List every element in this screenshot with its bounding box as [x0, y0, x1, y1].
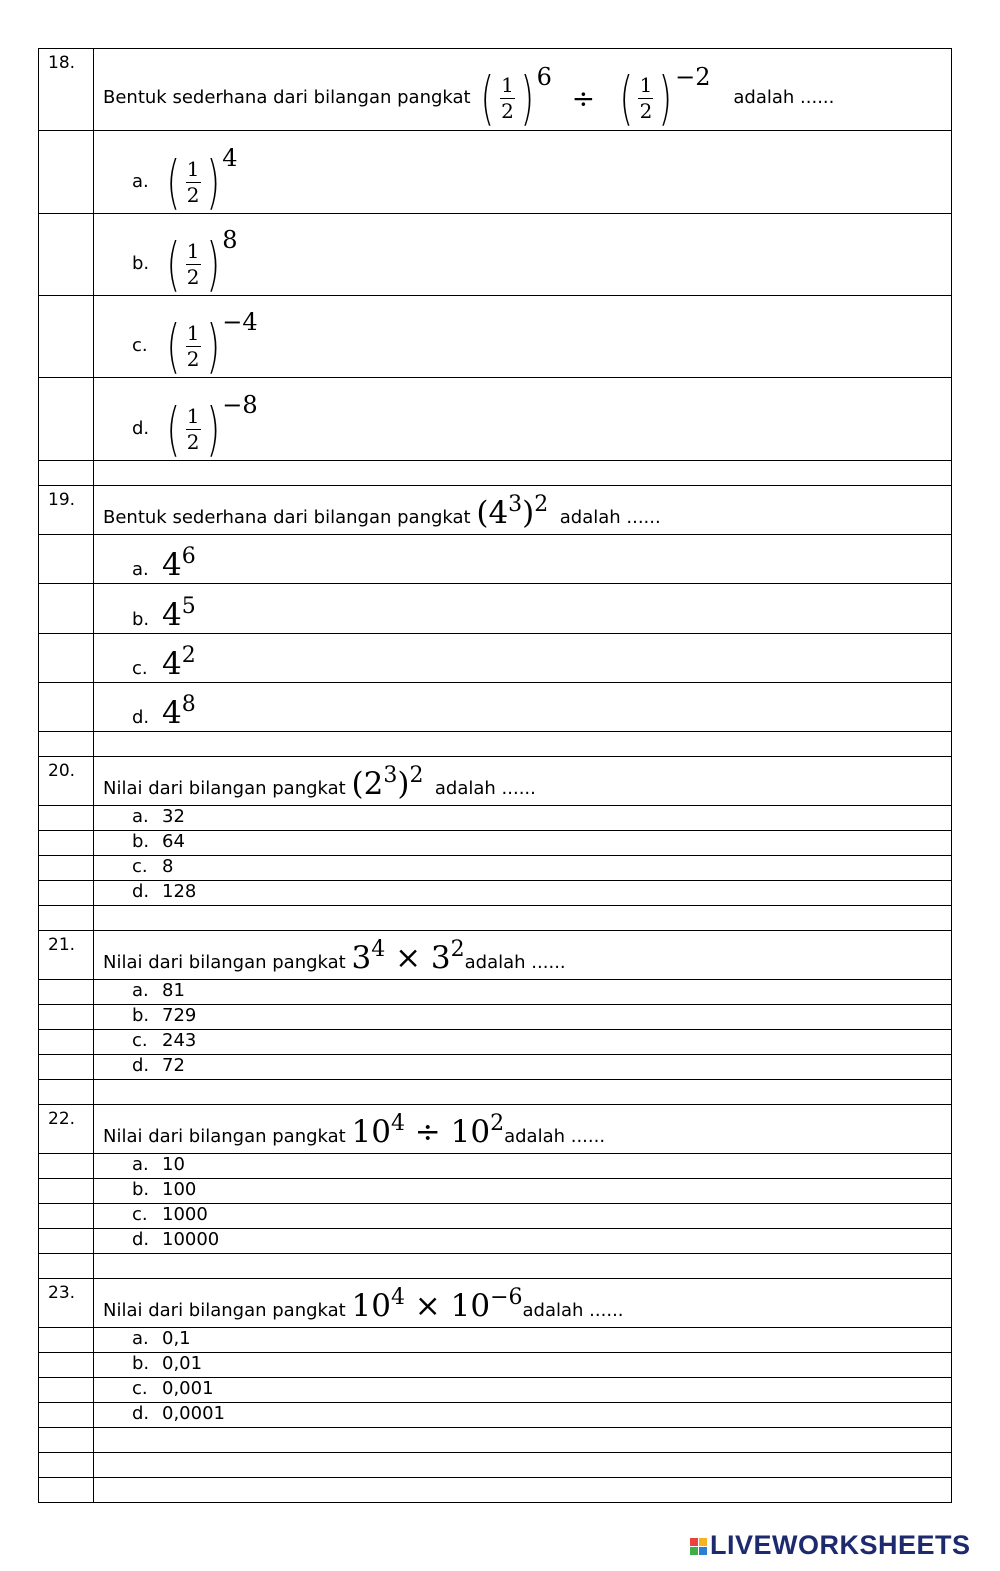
option-row[interactable] — [39, 634, 952, 683]
option-row[interactable] — [39, 1204, 952, 1229]
option-a[interactable]: a. ( $\frac{1}{2}$ ) 4 — [94, 131, 952, 214]
liveworksheets-logo[interactable]: LIVEWORKSHEETS — [690, 1530, 971, 1561]
option-row[interactable] — [39, 881, 952, 906]
option-row[interactable] — [39, 1055, 952, 1080]
option-b[interactable]: b. ( $\frac{1}{2}$ ) 8 — [94, 214, 952, 296]
option-b[interactable]: b. 64 — [94, 831, 952, 856]
option-row[interactable] — [39, 1005, 952, 1030]
option-d[interactable]: d. ( $\frac{1}{2}$ ) −8 — [94, 378, 952, 461]
option-row[interactable] — [39, 1353, 952, 1378]
question-row-22 — [39, 1105, 952, 1154]
spacer-row — [39, 732, 952, 757]
spacer-row — [39, 461, 952, 486]
option-b[interactable]: b. $4^5$ — [94, 584, 952, 634]
option-row[interactable] — [39, 806, 952, 831]
option-row[interactable] — [39, 131, 952, 214]
option-c[interactable]: c. ( $\frac{1}{2}$ ) −4 — [94, 296, 952, 378]
option-row[interactable] — [39, 1179, 952, 1204]
question-number: 21. — [39, 931, 94, 980]
option-d[interactable]: d. 72 — [94, 1055, 952, 1080]
question-text-18: Bentuk sederhana dari bilangan pangkat ( $\frac{1}{2}$ ) 6 ÷ ( $\frac{1}{2}$ ) −2 adalah ...... — [94, 49, 952, 131]
question-number: 20. — [39, 757, 94, 806]
option-a[interactable]: a. 81 — [94, 980, 952, 1005]
spacer-row — [39, 1478, 952, 1503]
question-text-20: Nilai dari bilangan pangkat $(2^3)^2$ adalah ...... — [94, 757, 952, 806]
question-number: 22. — [39, 1105, 94, 1154]
option-b[interactable]: b. 0,01 — [94, 1353, 952, 1378]
fraction-power-expression: ( $\frac{1}{2}$ ) 6 — [480, 63, 552, 132]
option-row[interactable] — [39, 856, 952, 881]
fraction-power-expression: ( $\frac{1}{2}$ ) −2 — [619, 63, 711, 132]
question-number: 18. — [39, 49, 94, 131]
spacer-row — [39, 1453, 952, 1478]
option-row[interactable] — [39, 296, 952, 378]
spacer-row — [39, 1254, 952, 1279]
option-row[interactable] — [39, 683, 952, 732]
option-d[interactable]: d. $4^8$ — [94, 683, 952, 732]
option-d[interactable]: d. 0,0001 — [94, 1403, 952, 1428]
question-row-23 — [39, 1279, 952, 1328]
question-text-21: Nilai dari bilangan pangkat $3^4$ × $3^2adalah$ ...... — [94, 931, 952, 980]
option-row[interactable] — [39, 1403, 952, 1428]
question-row-21 — [39, 931, 952, 980]
question-text-22: Nilai dari bilangan pangkat $10^4$ ÷ $10^2adalah$ ...... — [94, 1105, 952, 1154]
option-row[interactable] — [39, 1378, 952, 1403]
option-row[interactable] — [39, 1154, 952, 1179]
option-c[interactable]: c. 1000 — [94, 1204, 952, 1229]
worksheet-table — [38, 48, 952, 1503]
question-text-23: Nilai dari bilangan pangkat $10^4$ × $10^{-6}adalah$ ...... — [94, 1279, 952, 1328]
question-row-20 — [39, 757, 952, 806]
logo-mark-icon — [690, 1538, 707, 1555]
option-row[interactable] — [39, 831, 952, 856]
option-row[interactable] — [39, 214, 952, 296]
option-row[interactable] — [39, 1328, 952, 1353]
option-d[interactable]: d. 10000 — [94, 1229, 952, 1254]
option-row[interactable] — [39, 980, 952, 1005]
option-a[interactable]: a. 32 — [94, 806, 952, 831]
option-c[interactable]: c. 243 — [94, 1030, 952, 1055]
spacer-row — [39, 1080, 952, 1105]
option-b[interactable]: b. 100 — [94, 1179, 952, 1204]
option-c[interactable]: c. 0,001 — [94, 1378, 952, 1403]
option-c[interactable]: c. 8 — [94, 856, 952, 881]
question-text-19: Bentuk sederhana dari bilangan pangkat $(4^3)^2$ adalah ...... — [94, 486, 952, 535]
option-a[interactable]: a. 0,1 — [94, 1328, 952, 1353]
spacer-row — [39, 1428, 952, 1453]
option-c[interactable]: c. $4^2$ — [94, 634, 952, 683]
question-row-19 — [39, 486, 952, 535]
option-a[interactable]: a. 10 — [94, 1154, 952, 1179]
option-row[interactable] — [39, 1030, 952, 1055]
option-b[interactable]: b. 729 — [94, 1005, 952, 1030]
option-row[interactable] — [39, 1229, 952, 1254]
question-row-18 — [39, 49, 952, 131]
question-number: 19. — [39, 486, 94, 535]
option-row[interactable] — [39, 535, 952, 584]
spacer-row — [39, 906, 952, 931]
option-row[interactable] — [39, 378, 952, 461]
option-d[interactable]: d. 128 — [94, 881, 952, 906]
question-number: 23. — [39, 1279, 94, 1328]
option-a[interactable]: a. $4^6$ — [94, 535, 952, 584]
option-row[interactable] — [39, 584, 952, 634]
